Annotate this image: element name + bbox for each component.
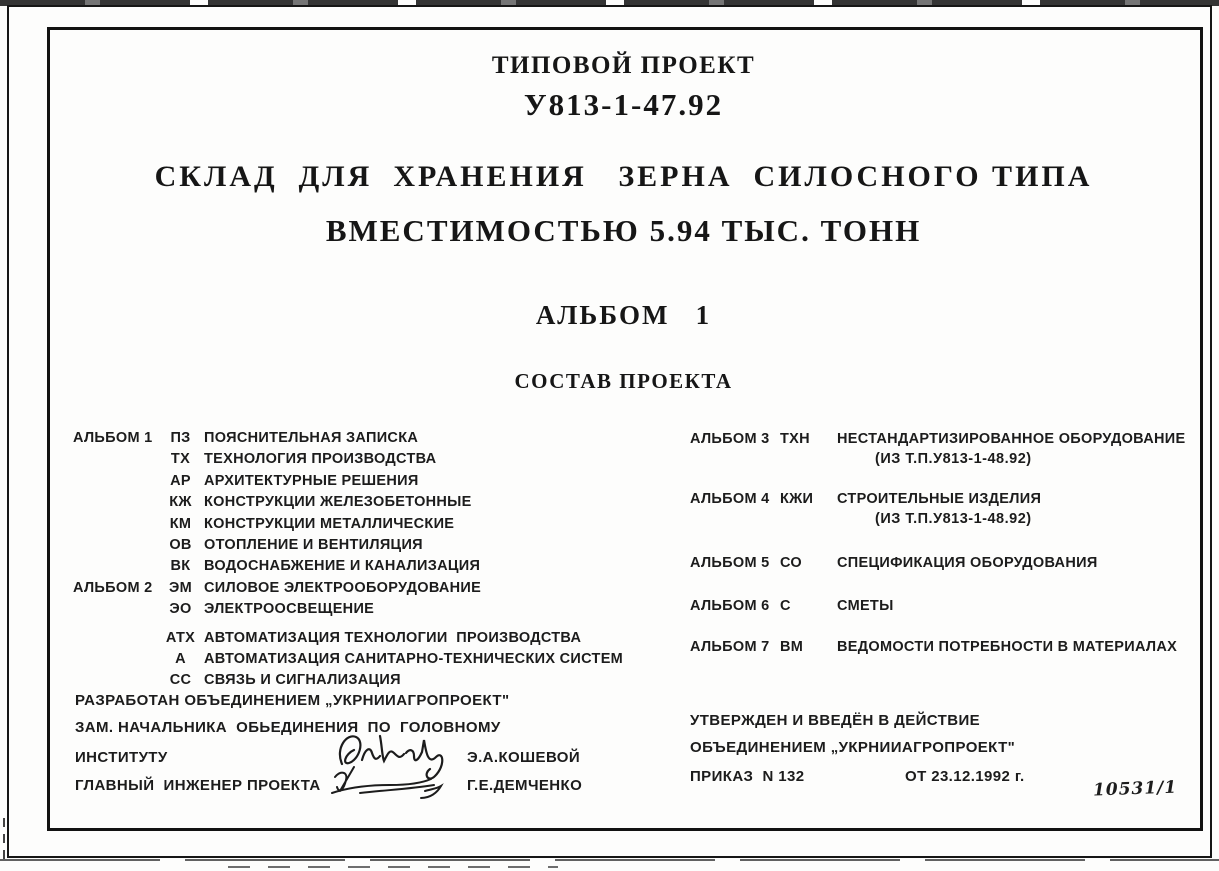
signer-name-koshevoy: Э.А.КОШЕВОЙ bbox=[467, 749, 581, 766]
composition-row bbox=[73, 599, 643, 620]
composition-row bbox=[73, 578, 643, 599]
project-code-heading: У813-1-47.92 bbox=[523, 87, 724, 122]
section-code: АР bbox=[170, 472, 191, 489]
section-code: С bbox=[780, 598, 791, 614]
section-title: АВТОМАТИЗАЦИЯ ТЕХНОЛОГИИ ПРОИЗВОДСТВА bbox=[204, 629, 582, 646]
section-title: ЭЛЕКТРООСВЕЩЕНИЕ bbox=[204, 601, 375, 618]
section-code: ВМ bbox=[780, 639, 804, 655]
section-code: ВК bbox=[170, 558, 191, 575]
section-title: СМЕТЫ bbox=[837, 598, 894, 614]
chief-engineer-label: ГЛАВНЫЙ ИНЖЕНЕР ПРОЕКТА bbox=[75, 777, 321, 794]
scan-noise-bottom-dashes bbox=[228, 866, 558, 868]
composition-row bbox=[73, 428, 643, 449]
album-label: АЛЬБОМ 2 bbox=[73, 579, 153, 596]
composition-row bbox=[73, 628, 643, 649]
composition-row bbox=[73, 649, 643, 670]
section-heading: СОСТАВ ПРОЕКТА bbox=[514, 369, 733, 393]
section-title: АВТОМАТИЗАЦИЯ САНИТАРНО-ТЕХНИЧЕСКИХ СИСТЕМ bbox=[204, 651, 624, 668]
section-title: СТРОИТЕЛЬНЫЕ ИЗДЕЛИЯ bbox=[837, 491, 1042, 507]
section-title: КОНСТРУКЦИИ МЕТАЛЛИЧЕСКИЕ bbox=[204, 515, 455, 532]
composition-row bbox=[73, 449, 643, 470]
composition-row bbox=[73, 492, 643, 513]
signer-name-demchenko: Г.Е.ДЕМЧЕНКО bbox=[467, 777, 583, 794]
section-code: СО bbox=[780, 555, 802, 571]
handwritten-archive-number: 10531/1 bbox=[1092, 777, 1178, 801]
section-title: СПЕЦИФИКАЦИЯ ОБОРУДОВАНИЯ bbox=[837, 555, 1098, 571]
section-title: ОТОПЛЕНИЕ И ВЕНТИЛЯЦИЯ bbox=[204, 537, 423, 554]
doc-type-heading: ТИПОВОЙ ПРОЕКТ bbox=[491, 52, 756, 79]
section-title: ТЕХНОЛОГИЯ ПРОИЗВОДСТВА bbox=[204, 451, 437, 468]
section-title: СИЛОВОЕ ЭЛЕКТРООБОРУДОВАНИЕ bbox=[204, 579, 482, 596]
order-number: ПРИКАЗ N 132 bbox=[690, 768, 805, 785]
section-code: АТХ bbox=[165, 629, 196, 646]
section-title: ВОДОСНАБЖЕНИЕ И КАНАЛИЗАЦИЯ bbox=[204, 558, 481, 575]
institute-label: ИНСТИТУТУ bbox=[75, 749, 168, 766]
composition-row bbox=[73, 535, 643, 556]
composition-row bbox=[690, 429, 1190, 449]
order-date: ОТ 23.12.1992 г. bbox=[905, 768, 1025, 785]
album-label: АЛЬБОМ 5 bbox=[690, 555, 770, 571]
project-title-line1: СКЛАД ДЛЯ ХРАНЕНИЯ ЗЕРНА СИЛОСНОГО ТИПА bbox=[154, 160, 1093, 193]
source-project-note: (ИЗ Т.П.У813-1-48.92) bbox=[875, 511, 1032, 527]
scan-noise-left-edge bbox=[3, 818, 5, 860]
composition-row bbox=[690, 596, 1190, 616]
composition-row bbox=[73, 556, 643, 577]
composition-row bbox=[73, 670, 643, 691]
deputy-head-line: ЗАМ. НАЧАЛЬНИКА ОБЬЕДИНЕНИЯ ПО ГОЛОВНОМУ bbox=[75, 719, 501, 736]
album-label: АЛЬБОМ 7 bbox=[690, 639, 770, 655]
section-title: ВЕДОМОСТИ ПОТРЕБНОСТИ В МАТЕРИАЛАХ bbox=[837, 639, 1178, 655]
section-title: КОНСТРУКЦИИ ЖЕЛЕЗОБЕТОННЫЕ bbox=[204, 494, 472, 511]
section-title: НЕСТАНДАРТИЗИРОВАННОЕ ОБОРУДОВАНИЕ bbox=[837, 431, 1186, 447]
section-title: АРХИТЕКТУРНЫЕ РЕШЕНИЯ bbox=[204, 472, 419, 489]
composition-row bbox=[690, 637, 1200, 657]
section-title: ПОЯСНИТЕЛЬНАЯ ЗАПИСКА bbox=[204, 430, 419, 446]
section-code: КМ bbox=[169, 515, 192, 532]
album-label: АЛЬБОМ 3 bbox=[690, 431, 770, 447]
section-title: СВЯЗЬ И СИГНАЛИЗАЦИЯ bbox=[204, 672, 401, 689]
section-code: ОВ bbox=[169, 537, 192, 554]
composition-row bbox=[690, 489, 1190, 509]
approved-line2: ОБЪЕДИНЕНИЕМ „УКРНИИАГРОПРОЕКТ" bbox=[690, 739, 1016, 756]
composition-row bbox=[73, 514, 643, 535]
album-label: АЛЬБОМ 1 bbox=[73, 430, 153, 446]
album-label: АЛЬБОМ 6 bbox=[690, 598, 770, 614]
project-composition-left-column bbox=[73, 428, 643, 692]
section-code: КЖИ bbox=[780, 491, 814, 507]
section-code: ЭМ bbox=[169, 579, 192, 596]
composition-row bbox=[690, 553, 1190, 573]
section-code: А bbox=[175, 651, 186, 668]
section-code: КЖ bbox=[169, 494, 192, 511]
section-code: ТХН bbox=[780, 431, 810, 447]
album-label: АЛЬБОМ 4 bbox=[690, 491, 770, 507]
project-title-line2: ВМЕСТИМОСТЬЮ 5.94 ТЫС. ТОНН bbox=[325, 213, 922, 248]
album-heading: АЛЬБОМ 1 bbox=[535, 300, 712, 330]
developed-by-line: РАЗРАБОТАН ОБЪЕДИНЕНИЕМ „УКРНИИАГРОПРОЕКТ" bbox=[75, 692, 510, 709]
section-code: ТХ bbox=[170, 451, 191, 468]
source-project-note: (ИЗ Т.П.У813-1-48.92) bbox=[875, 451, 1032, 467]
section-code: ЭО bbox=[169, 601, 192, 618]
composition-row bbox=[73, 471, 643, 492]
section-code: СС bbox=[169, 672, 192, 689]
signature-demchenko bbox=[328, 763, 446, 803]
section-code: ПЗ bbox=[170, 430, 191, 446]
scan-noise-bottom-line bbox=[0, 859, 1219, 861]
approved-line1: УТВЕРЖДЕН И ВВЕДЁН В ДЕЙСТВИЕ bbox=[690, 712, 981, 729]
